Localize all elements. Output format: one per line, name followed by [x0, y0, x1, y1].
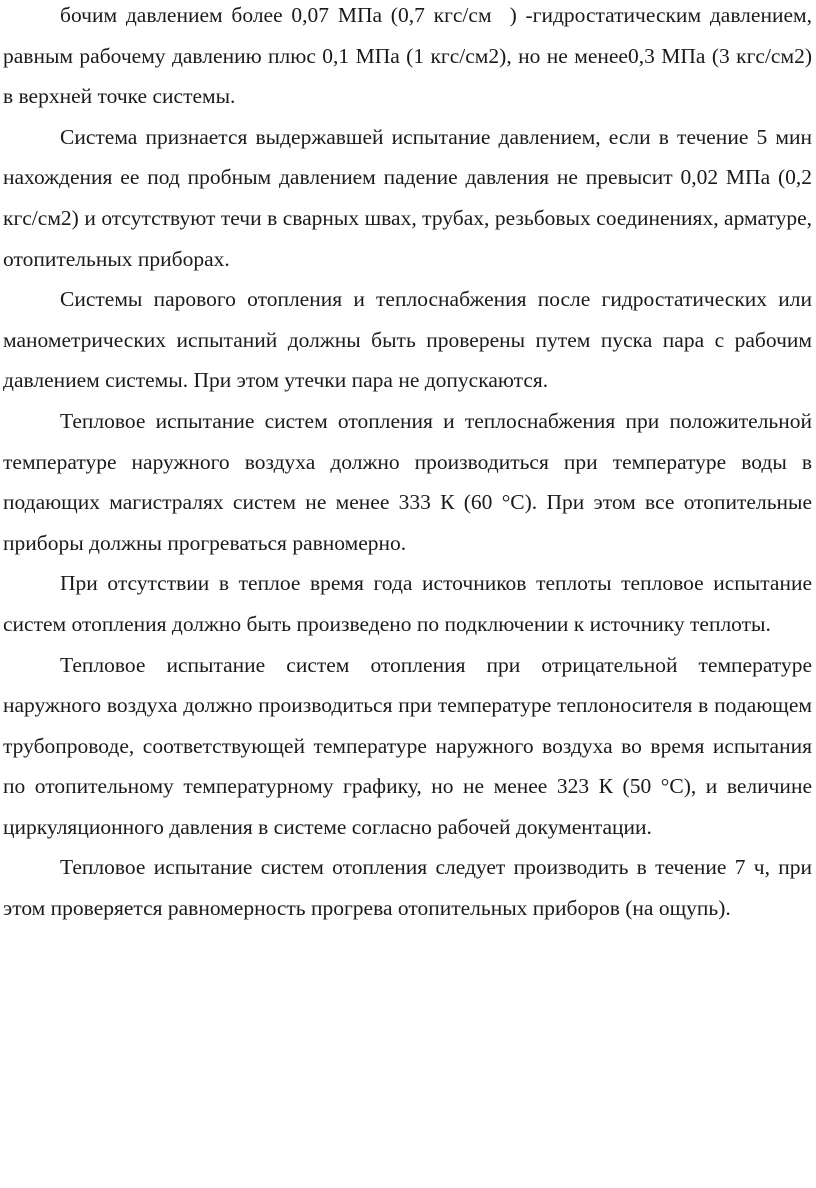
paragraph-thermal-test-duration: Тепловое испытание систем отопления следует производить в течение 7 ч, при этом проверяется равномерность прогрева отопительных приборов (на ощупь).	[3, 855, 812, 921]
paragraph-pressure-test-continuation	[3, 0, 812, 117]
paragraph-test-passed-criteria: Система признается выдержавшей испытание давлением, если в течение 5 мин нахождения ее под пробным давлением падение давления не превысит 0,02 МПа (0,2 кгс/см2) и отсутствуют течи в сварных швах, трубах, резьбовых соединениях, арматуре, отопительных приборах.	[3, 124, 812, 271]
paragraph-thermal-test-negative-temp: Тепловое испытание систем отопления при отрицательной температуре наружного воздуха должно производиться при температуре теплоносителя в подающем трубопроводе, соответствующей температуре наружного воздуха во время испытания по отопительному температурному графику, но не менее 323 К (50 °С), и величине циркуляционного давления в системе согласно рабочей документации.	[3, 652, 812, 839]
paragraph-thermal-test-positive-temp: Тепловое испытание систем отопления и теплоснабжения при положительной температуре наружного воздуха должно производиться при температуре воды в подающих магистралях систем не менее 333 К (60 °С). При этом все отопительные приборы должны прогреваться равномерно.	[3, 408, 812, 555]
paragraph-text-part-a: бочим давлением более 0,07 МПа (0,7 кгс/см	[60, 3, 492, 27]
paragraph-steam-heating-check: Системы парового отопления и теплоснабжения после гидростатических или манометрических испытаний должны быть проверены путем пуска пара с рабочим давлением системы. При этом утечки пара не допускаются.	[3, 287, 812, 393]
paragraph-text-part-b: ) -гидростатическим давлением, равным рабочему давлению плюс 0,1 МПа (1 кгс/см2), но не менее0,3 МПа (3 кгс/см2) в верхней точке системы.	[3, 3, 812, 109]
paragraph-thermal-test-warm-season: При отсутствии в теплое время года источников теплоты тепловое испытание систем отопления должно быть произведено по подключении к источнику теплоты.	[3, 571, 812, 636]
